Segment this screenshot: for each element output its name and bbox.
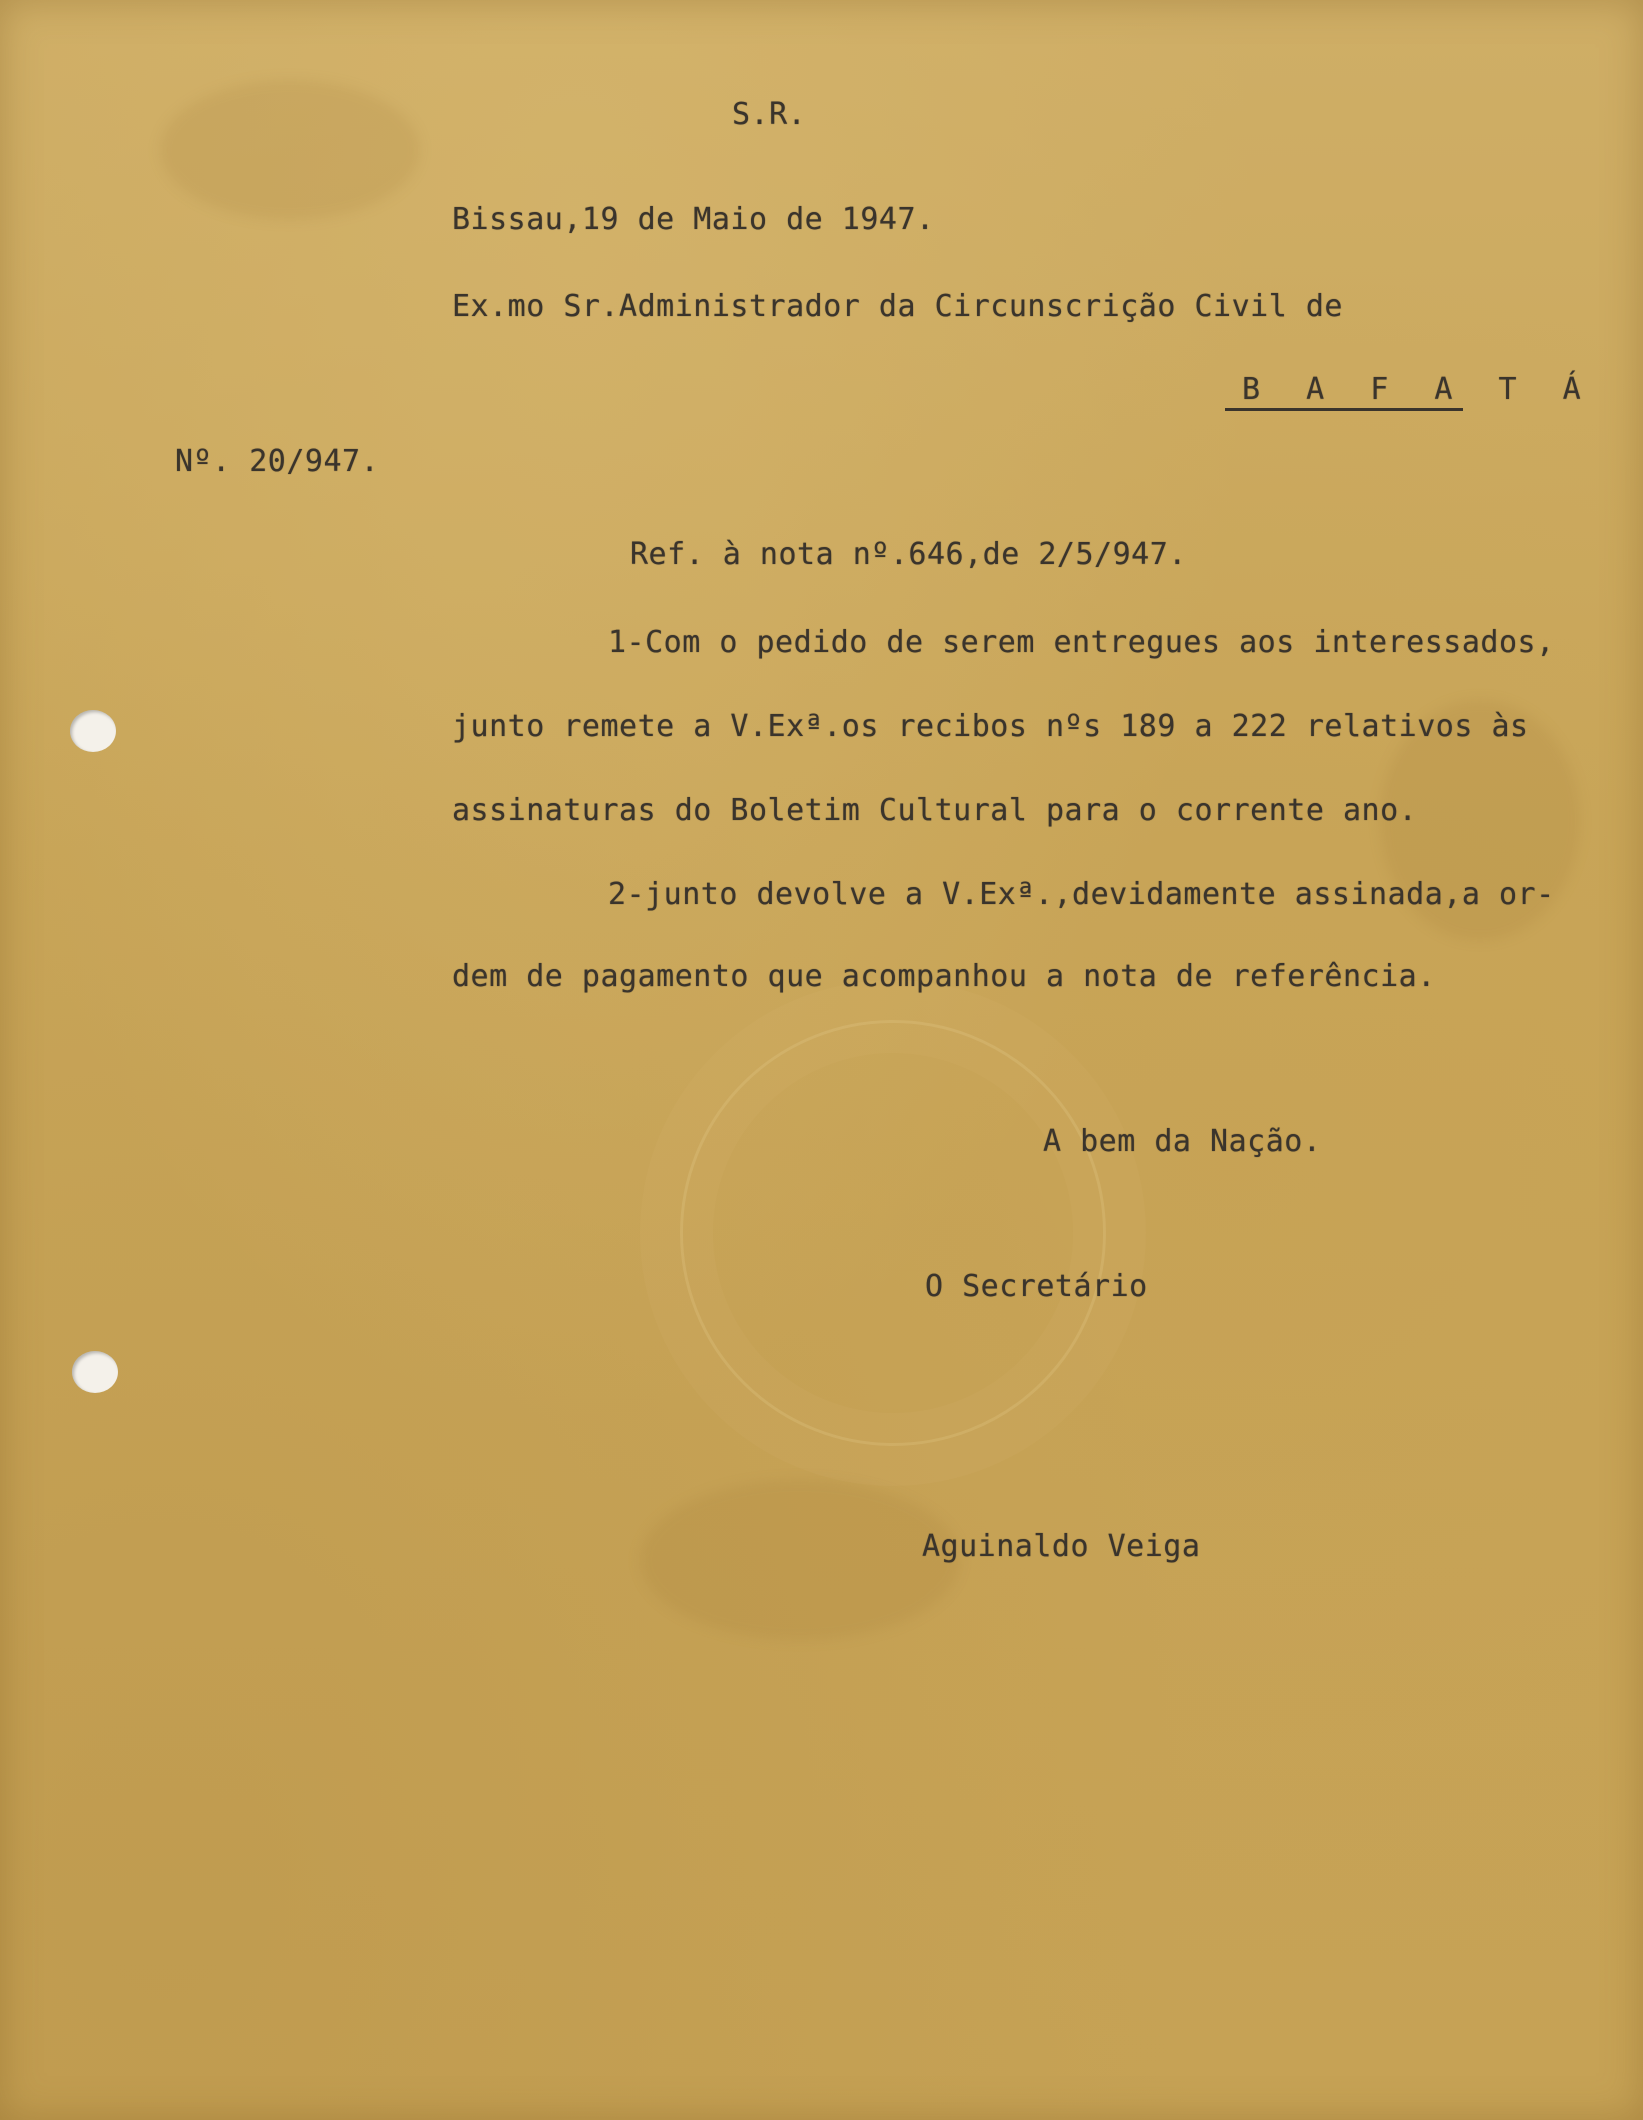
body-line: 1-Com o pedido de serem entregues aos interessados, — [608, 625, 1555, 660]
addressee-underline — [1225, 408, 1463, 411]
signer-title: O Secretário — [925, 1269, 1148, 1304]
punch-hole — [70, 710, 116, 752]
reference-number: Nº. 20/947. — [175, 444, 380, 479]
body-line: 2-junto devolve a V.Exª.,devidamente assinada,a or- — [608, 877, 1555, 912]
body-line: assinaturas do Boletim Cultural para o corrente ano. — [452, 793, 1418, 828]
place-date: Bissau,19 de Maio de 1947. — [452, 202, 935, 237]
body-line: dem de pagamento que acompanhou a nota de referência. — [452, 959, 1436, 994]
embossed-seal — [680, 1020, 1106, 1446]
subject-reference: Ref. à nota nº.646,de 2/5/947. — [630, 537, 1187, 572]
punch-hole — [72, 1351, 118, 1393]
paper-stain — [640, 1480, 960, 1640]
header-mark: S.R. — [732, 97, 807, 132]
signer-name: Aguinaldo Veiga — [922, 1529, 1201, 1564]
body-line: junto remete a V.Exª.os recibos nºs 189 a 222 relativos às — [452, 709, 1529, 744]
paper-stain — [160, 80, 420, 220]
closing-salutation: A bem da Nação. — [1043, 1124, 1322, 1159]
addressee-place: B A F A T Á — [1242, 372, 1595, 407]
addressee-line: Ex.mo Sr.Administrador da Circunscrição Civil de — [452, 289, 1343, 324]
